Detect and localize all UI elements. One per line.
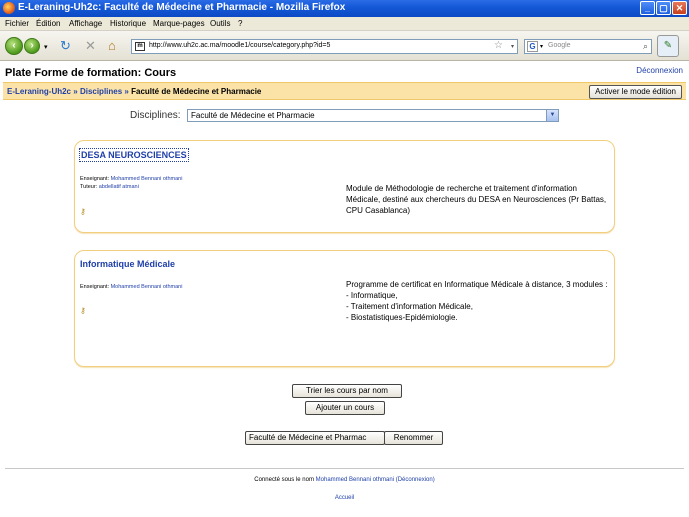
menu-bar	[0, 17, 689, 31]
disciplines-select[interactable]	[187, 109, 559, 122]
page-content	[0, 62, 689, 517]
reload-icon[interactable]: ↻	[60, 38, 71, 53]
rename-button[interactable]: Renommer	[384, 431, 443, 445]
teacher-link[interactable]: Mohammed Bennani othmani	[110, 284, 183, 290]
disciplines-selected-value: Faculté de Médecine et Pharmacie	[191, 111, 315, 120]
sort-courses-button[interactable]: Trier les cours par nom	[292, 384, 402, 398]
course-tutor	[80, 184, 139, 190]
window-titlebar	[0, 0, 689, 17]
maximize-button[interactable]: ▢	[656, 1, 671, 15]
breadcrumb-separator: »	[124, 87, 129, 96]
breadcrumb-disciplines-link[interactable]: Disciplines	[79, 87, 123, 96]
footer-divider	[5, 468, 684, 469]
footer-logout-link[interactable]: (Déconnexion)	[395, 477, 435, 483]
search-box[interactable]	[524, 39, 652, 54]
search-engine-dropdown-icon[interactable]: ▾	[540, 44, 544, 50]
breadcrumb-bar	[3, 82, 686, 100]
edit-mode-button[interactable]: Activer le mode édition	[589, 85, 682, 99]
logout-link[interactable]: Déconnexion	[636, 66, 683, 75]
course-summary: Programme de certificat en Informatique Médicale à distance, 3 modules : - Informatique, - Traitement d'information Médicale, - Biostatistiques-Epidémiologie.	[346, 280, 608, 322]
home-icon[interactable]: ⌂	[108, 38, 116, 53]
menu-historique[interactable]: Historique	[110, 19, 147, 28]
category-name-input[interactable]: Faculté de Médecine et Pharmac	[245, 431, 385, 445]
menu-marque-pages[interactable]: Marque-pages	[153, 19, 205, 28]
window-title: E-Leraning-Uh2c: Faculté de Médecine et Pharmacie - Mozilla Firefox	[18, 2, 346, 13]
teacher-role: Enseignant:	[80, 176, 110, 182]
search-icon[interactable]: ⌕	[642, 41, 648, 51]
course-teacher	[80, 284, 182, 290]
history-dropdown-icon[interactable]: ▾	[44, 44, 48, 51]
search-input[interactable]: Google	[548, 42, 571, 49]
stop-icon[interactable]: ✕	[85, 38, 96, 53]
navigation-toolbar	[0, 31, 689, 61]
menu-outils[interactable]: Outils	[210, 19, 231, 28]
breadcrumb-separator: »	[73, 87, 78, 96]
address-bar[interactable]	[131, 39, 518, 54]
user-link[interactable]: Mohammed Bennani othmani	[315, 477, 395, 483]
site-favicon-icon: m	[135, 42, 145, 51]
url-dropdown-icon[interactable]: ▾	[510, 44, 514, 50]
breadcrumb-current: Faculté de Médecine et Pharmacie	[131, 87, 262, 96]
url-text[interactable]: http://www.uh2c.ac.ma/moodle1/course/category.php?id=5	[149, 42, 331, 49]
bookmark-star-icon[interactable]: ☆	[494, 40, 503, 51]
course-link[interactable]: Informatique Médicale	[80, 259, 176, 269]
teacher-role: Enseignant:	[80, 284, 110, 290]
login-info	[0, 477, 689, 483]
enrolment-key-icon: ⚷	[80, 306, 86, 315]
minimize-button[interactable]: _	[640, 1, 655, 15]
menu-fichier[interactable]: Fichier	[5, 19, 30, 28]
chevron-down-icon[interactable]: ▼	[546, 110, 558, 121]
course-summary: Module de Méthodologie de recherche et traitement d'information Médicale, destiné aux chercheurs du DESA en Neurosciences (Pr Battas, CPU Casablanca)	[346, 184, 607, 215]
google-engine-icon[interactable]: G	[527, 41, 538, 52]
menu-edition[interactable]: Édition	[36, 19, 61, 28]
breadcrumb-home-link[interactable]: E-Leraning-Uh2c	[7, 87, 72, 96]
disciplines-label: Disciplines:	[130, 110, 181, 121]
teacher-link[interactable]: Mohammed Bennani othmani	[110, 176, 183, 182]
breadcrumb	[7, 87, 261, 96]
course-box	[74, 140, 615, 233]
menu-help[interactable]: ?	[238, 19, 243, 28]
login-prefix: Connecté sous le nom	[254, 477, 314, 483]
course-link[interactable]: DESA NEUROSCIENCES	[81, 150, 187, 160]
menu-affichage[interactable]: Affichage	[69, 19, 103, 28]
course-box	[74, 250, 615, 367]
close-button[interactable]: ✕	[672, 1, 687, 15]
add-course-button[interactable]: Ajouter un cours	[305, 401, 385, 415]
home-link[interactable]: Accueil	[334, 495, 355, 501]
page-title: Plate Forme de formation: Cours	[5, 67, 177, 79]
forward-button[interactable]: ›	[24, 38, 40, 54]
enrolment-key-icon: ⚷	[80, 207, 86, 216]
firefox-icon	[3, 2, 15, 14]
course-teacher	[80, 176, 182, 182]
back-button[interactable]: ‹	[5, 37, 23, 55]
tutor-role: Tuteur:	[80, 184, 98, 190]
tutor-link[interactable]: abdellatif atmani	[98, 184, 139, 190]
addon-icon[interactable]: ✎	[657, 35, 679, 57]
